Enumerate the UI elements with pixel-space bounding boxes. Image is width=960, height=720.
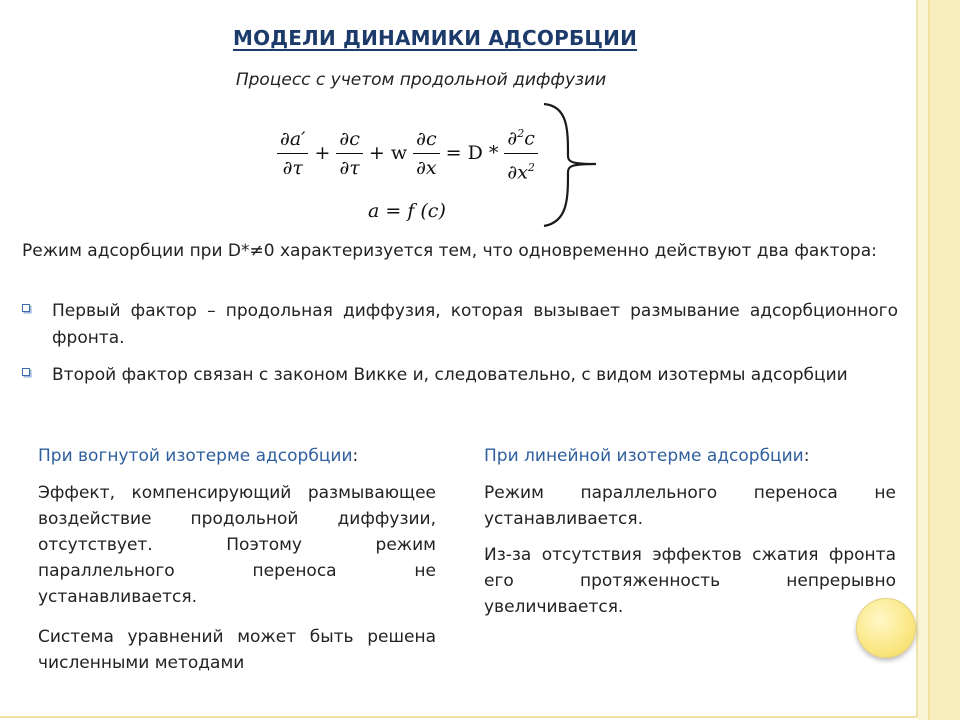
right-column-heading: При линейной изотерме адсорбции:	[484, 446, 810, 466]
left-column-heading: При вогнутой изотерме адсорбции:	[38, 446, 359, 466]
isotherm-equation: a = f (c)	[368, 200, 446, 222]
plus-w: + w	[368, 142, 408, 164]
left-column-paragraph: Система уравнений может быть решена численными методами	[38, 627, 436, 673]
fraction-d2c-dx2: $\frac{\partial^2c}{\partial x^2}$	[504, 122, 538, 184]
square-bullet-icon	[22, 304, 30, 312]
right-column-paragraph: Из-за отсутствия эффектов сжатия фронта его протяженность непрерывно увеличивается.	[484, 545, 896, 617]
bullet-item: Первый фактор – продольная диффузия, которая вызывает размывание адсорбционного фронта.	[22, 298, 898, 354]
bullet-item: Второй фактор связан с законом Викке и, следовательно, с видом изотермы адсорбции	[22, 362, 898, 418]
decor-band-inner	[928, 0, 960, 720]
intro-paragraph: Режим адсорбции при D*≠0 характеризуется тем, что одновременно действуют два фактора:	[22, 241, 877, 261]
equals-d-star: = D *	[445, 142, 499, 164]
slide-subtitle: Процесс с учетом продольной диффузии	[235, 70, 607, 90]
left-column-paragraph: Эффект, компенсирующий размывающее воздействие продольной диффузии, отсутствует. Поэтому режим параллельного переноса не устанавливается.	[38, 483, 436, 607]
fraction-da-dtau: $\frac{\partial a'}{\partial\tau}$	[277, 127, 308, 180]
square-bullet-icon	[22, 368, 30, 376]
diffusion-equation	[274, 118, 541, 188]
fraction-dc-dtau: $\frac{\partial c}{\partial\tau}$	[336, 127, 362, 180]
right-brace	[538, 100, 602, 230]
right-column-paragraph: Режим параллельного переноса не устанавливается.	[484, 483, 896, 529]
plus-sign: +	[314, 142, 331, 164]
fraction-dc-dx: $\frac{\partial c}{\partial x}$	[413, 127, 440, 180]
slide-title: МОДЕЛИ ДИНАМИКИ АДСОРБЦИИ	[232, 26, 638, 50]
